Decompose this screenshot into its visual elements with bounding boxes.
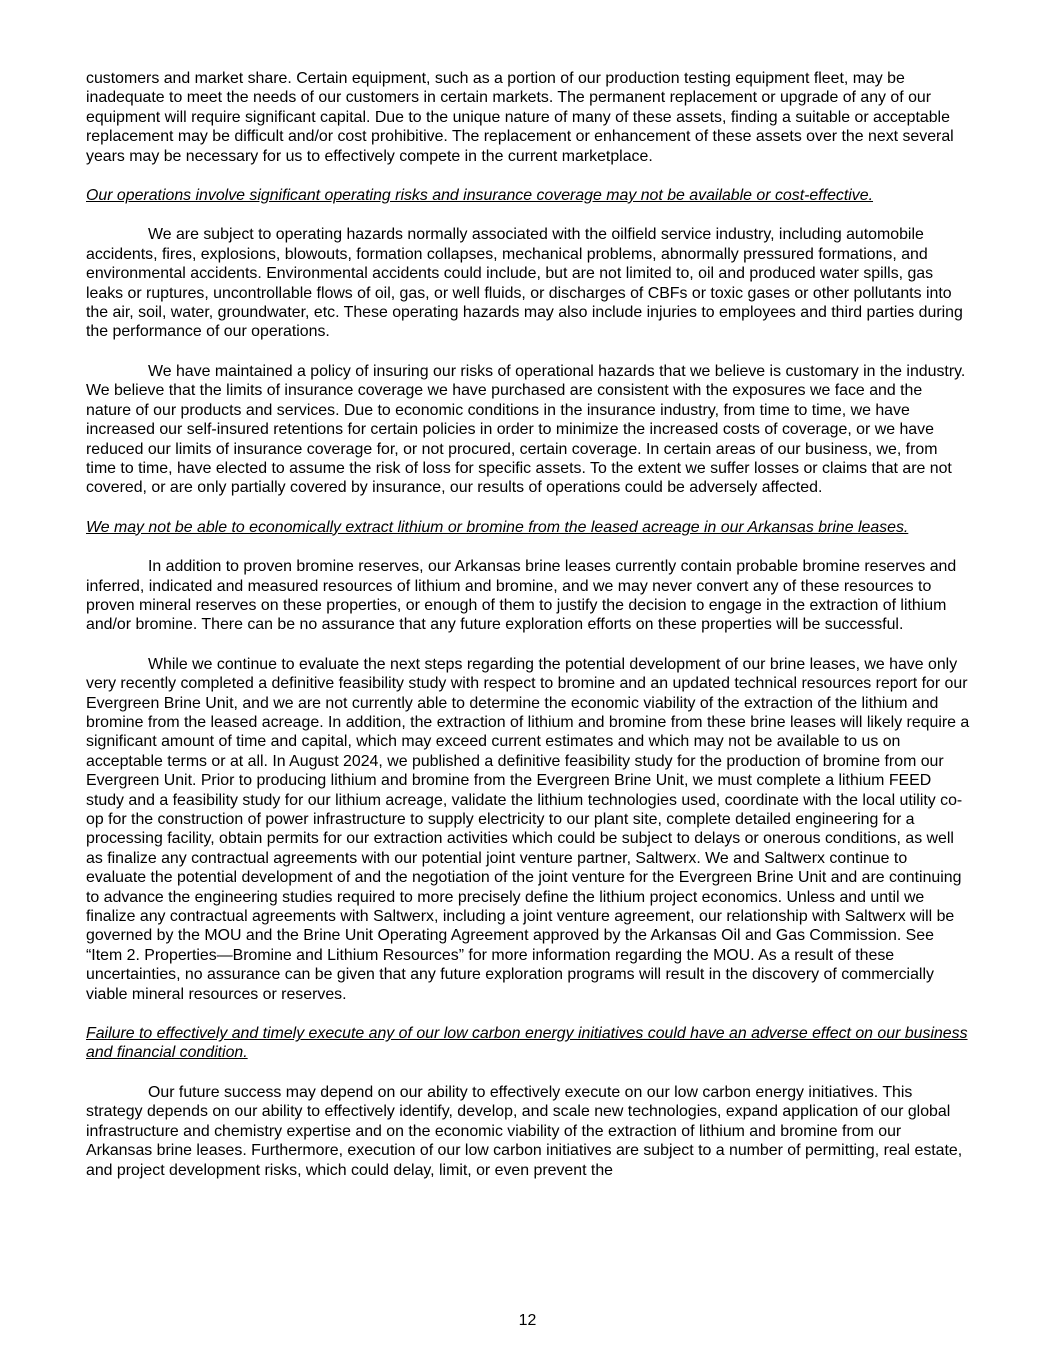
- paragraph-operating-hazards: We are subject to operating hazards normally associated with the oilfield service industry, including automobile accidents, fires, explosions, blowouts, formation collapses, mechanical problems, abnormally pressured formations, and environmental accidents. Environmental accidents could include, but are not limited to, oil and produced water spills, gas leaks or ruptures, uncontrollable flows of oil, gas, or well fluids, or discharges of CBFs or toxic gases or other pollutants into the air, soil, water, groundwater, etc. These operating hazards may also include injuries to employees and third parties during the performance of our operations.: [86, 226, 963, 341]
- paragraph-brine-development: While we continue to evaluate the next steps regarding the potential development of our brine leases, we have only very recently completed a definitive feasibility study with respect to bromine and an updated technical resources report for our Evergreen Brine Unit, and we are not currently able to determine the economic viability of the extraction of the lithium and bromine from the leased acreage. In addition, the extraction of lithium and bromine from these brine leases will likely require a significant amount of time and capital, which may exceed current estimates and which may not be available to us on acceptable terms or at all. In August 2024, we published a definitive feasibility study for the production of bromine from our Evergreen Unit. Prior to producing lithium and bromine from the Evergreen Brine Unit, we must complete a lithium FEED study and a feasibility study for our lithium acreage, validate the lithium technologies used, coordinate with the local utility co-op for the construction of power infrastructure to supply electricity to our plant site, complete detailed engineering for a processing facility, obtain permits for our extraction activities which could be subject to delays or onerous conditions, as well as finalize any contractual agreements with our potential joint venture partner, Saltwerx. We and Saltwerx continue to evaluate the potential development of and the negotiation of the joint venture for the Evergreen Brine Unit and are continuing to advance the engineering studies required to more precisely define the lithium project economics. Unless and until we finalize any contractual agreements with Saltwerx, including a joint venture agreement, our relationship with Saltwerx will be governed by the MOU and the Brine Unit Operating Agreement approved by the Arkansas Oil and Gas Commission. See “Item 2. Properties—Bromine and Lithium Resources” for more information regarding the MOU. As a result of these uncertainties, no assurance can be given that any future exploration programs will result in the discovery of commercially viable mineral resources or reserves.: [86, 655, 970, 1003]
- paragraph-continuation: customers and market share. Certain equipment, such as a portion of our production testing equipment fleet, may be inadequate to meet the needs of our customers in certain markets. The permanent replacement or upgrade of any of our equipment will require significant capital. Due to the unique nature of many of these assets, finding a suitable or acceptable replacement may be difficult and/or cost prohibitive. The replacement or enhancement of these assets over the next several years may be necessary for us to effectively compete in the current marketplace.: [86, 70, 954, 165]
- paragraph-bromine-reserves: In addition to proven bromine reserves, our Arkansas brine leases currently contain probable bromine reserves and inferred, indicated and measured resources of lithium and bromine, and we may never convert any of these resources to proven mineral reserves on these properties, or enough of them to justify the decision to engage in the extraction of lithium and/or bromine. There can be no assurance that any future exploration efforts on these properties will be successful.: [86, 558, 957, 634]
- document-page: [86, 69, 970, 1200]
- page-number: 12: [518, 1312, 537, 1329]
- section-heading-operating-risks: Our operations involve significant operating risks and insurance coverage may not be available or cost-effective.: [86, 187, 874, 205]
- paragraph-insurance-policy: We have maintained a policy of insuring our risks of operational hazards that we believe is customary in the industry. We believe that the limits of insurance coverage we have purchased are consistent with the exposures we face and the nature of our products and services. Due to economic conditions in the insurance industry, from time to time, we have increased our self-insured retentions for certain policies in order to minimize the increased costs of coverage, or we have reduced our limits of insurance coverage for, or not procured, certain coverage. In certain areas of our business, we, from time to time, have elected to assume the risk of loss for specific assets. To the extent we suffer losses or claims that are not covered, or are only partially covered by insurance, our results of operations could be adversely affected.: [86, 362, 966, 497]
- section-heading-low-carbon: Failure to effectively and timely execute any of our low carbon energy initiatives could have an adverse effect on our business and financial condition.: [86, 1025, 968, 1062]
- paragraph-low-carbon-initiatives: Our future success may depend on our ability to effectively execute on our low carbon energy initiatives. This strategy depends on our ability to effectively identify, develop, and scale new technologies, expand application of our global infrastructure and chemistry expertise and on the economic viability of the extraction of lithium and bromine from our Arkansas brine leases. Furthermore, execution of our low carbon initiatives are subject to a number of permitting, real estate, and project development risks, which could delay, limit, or even prevent the: [86, 1083, 963, 1179]
- section-heading-lithium-bromine: We may not be able to economically extract lithium or bromine from the leased acreage in our Arkansas brine leases.: [86, 518, 909, 536]
